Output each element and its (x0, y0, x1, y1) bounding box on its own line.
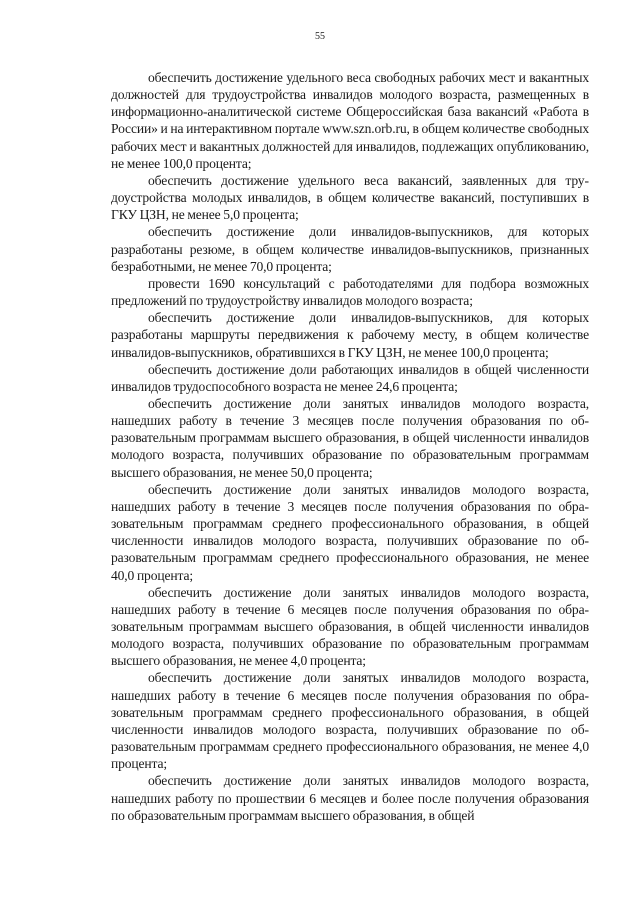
paragraph-2: обеспечить достижение удельного веса вакансий, заявленных для трудоустройства молодых инвалидов, в общем количестве вакансий, поступивших в ГКУ ЦЗН, не менее 5,0 процента; (111, 172, 589, 223)
paragraph-1: обеспечить достижение удельного веса свободных рабочих мест и вакантных должностей для трудоустройства инвалидов молодого возраста, размещенных в информационно-аналитической системе Общероссийская база вакансий «Работа в России» и на интерактивном портале www.szn.orb.ru, в общем количестве свободных рабочих мест и вакантных должностей для инвалидов, подлежащих опубликованию, не менее 100,0 процента; (111, 70, 589, 171)
paragraph-10: обеспечить достижение доли занятых инвалидов молодого возраста, нашедших работу в течение 6 месяцев после получения образования по образовательным программам среднего профессионального образования, в общей численности инвалидов молодого возраста, получивших образование по образовательным программам среднего профессионального образования, не менее 4,0 процента; (111, 670, 589, 772)
paragraph-6: обеспечить достижение доли работающих инвалидов в общей численности инвалидов трудоспособного возраста не менее 24,6 процента; (111, 361, 589, 394)
paragraph-5: обеспечить достижение доли инвалидов-выпускников, для которых разработаны маршруты передвижения к рабочему месту, в общем количестве инвалидов-выпускников, обратившихся в ГКУ ЦЗН, не менее 100,0 процента; (111, 310, 589, 360)
document-body (111, 69, 589, 824)
paragraph-11: обеспечить достижение доли занятых инвалидов молодого возраста, нашедших работу по прошествии 6 месяцев и более после получения образования по образовательным программам высшего образования, в общей (111, 773, 589, 823)
paragraph-8: обеспечить достижение доли занятых инвалидов молодого возраста, нашедших работу в течение 3 месяцев после получения образования по образовательным программам среднего профессионального образования, в общей численности инвалидов молодого возраста, получивших образование по образовательным программам среднего профессионального образования, не менее 40,0 процента; (111, 481, 589, 583)
page-number: 55 (315, 31, 325, 42)
paragraph-7: обеспечить достижение доли занятых инвалидов молодого возраста, нашедших работу в течение 3 месяцев после получения образования по образовательным программам высшего образования, в общей численности инвалидов молодого возраста, получивших образование по образовательным программам высшего образования, не менее 50,0 процента; (111, 395, 589, 480)
paragraph-9: обеспечить достижение доли занятых инвалидов молодого возраста, нашедших работу в течение 6 месяцев после получения образования по образовательным программам высшего образования, в общей численности инвалидов молодого возраста, получивших образование по образовательным программам высшего образования, не менее 4,0 процента; (111, 584, 589, 669)
paragraph-3: обеспечить достижение доли инвалидов-выпускников, для которых разработаны резюме, в общем количестве инвалидов-выпускников, признанных безработными, не менее 70,0 процента; (111, 224, 589, 274)
paragraph-4: провести 1690 консультаций с работодателями для подбора возможных предложений по трудоустройству инвалидов молодого возраста; (111, 275, 589, 309)
